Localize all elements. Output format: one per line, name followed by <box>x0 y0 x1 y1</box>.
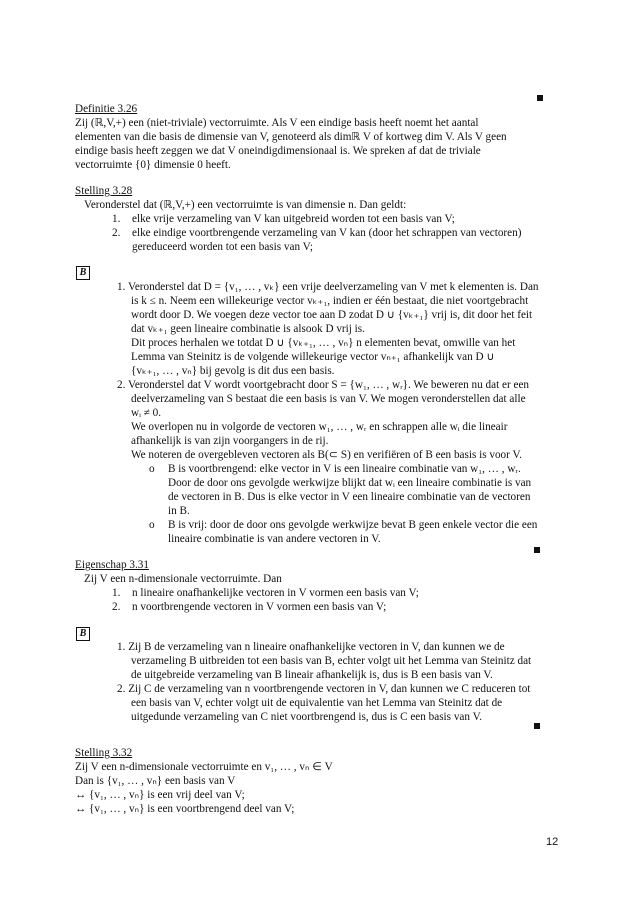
proof-line: deelverzameling van S bestaat die een basis is van V. We mogen veronderstellen dat alle <box>131 393 526 405</box>
list-number: 1. <box>112 587 121 599</box>
proof-badge: B <box>76 266 90 280</box>
end-of-proof-square <box>534 723 540 729</box>
bullet-line: de vectoren in B. Dus is elke vector in V een lineaire combinatie van de vectoren <box>168 491 531 503</box>
theorem-line: Dan is {v₁, … , vₙ} een basis van V <box>75 775 236 787</box>
bullet-marker: o <box>149 463 155 475</box>
proof-line: 1. Veronderstel dat D = {v₁, … , vₖ} een vrije deelverzameling van V met k elementen is. Dan <box>117 281 539 293</box>
definition-title: Definitie 3.26 <box>75 103 138 115</box>
theorem-title: Stelling 3.28 <box>75 185 133 197</box>
list-number: 1. <box>112 213 121 225</box>
theorem-item: elke eindige voortbrengende verzameling van V kan (door het schrappen van vectoren) <box>132 227 522 239</box>
bullet-line: in B. <box>168 505 190 517</box>
theorem-title: Stelling 3.32 <box>75 747 133 759</box>
theorem-item: gereduceerd worden tot een basis van V; <box>132 241 314 253</box>
bullet-line: B is vrij: door de door ons gevolgde werkwijze bevat B geen enkele vector die een <box>168 519 538 531</box>
proof-line: 1. Zij B de verzameling van n lineaire onafhankelijke vectoren in V, dan kunnen we de <box>117 641 505 653</box>
property-title: Eigenschap 3.31 <box>75 559 149 571</box>
definition-line: eindige basis heeft zeggen we dat V oneindigdimensionaal is. We spreken af dat de triviale <box>75 145 481 157</box>
proof-line: afhankelijk is van zijn voorgangers in de rij. <box>131 435 329 447</box>
list-number: 2. <box>112 601 121 613</box>
proof-line: Lemma van Steinitz is de volgende willekeurige vector vₙ₊₁ afhankelijk van D ∪ <box>131 351 495 363</box>
proof-line: 2. Veronderstel dat V wordt voortgebracht door S = {w₁, … , wᵣ}. We beweren nu dat er een <box>117 379 530 391</box>
proof-line: wordt door D. We voegen deze vector toe aan D zodat D ∪ {vₖ₊₁} vrij is, dit door het feit <box>131 309 533 321</box>
proof-line: Dit proces herhalen we totdat D ∪ {vₖ₊₁, … , vₙ} n elementen bevat, omwille van het <box>131 337 516 349</box>
list-number: 2. <box>112 227 121 239</box>
proof-line: 2. Zij C de verzameling van n voortbrengende vectoren in V, dan kunnen we C reduceren tot <box>117 683 531 695</box>
proof-line: We noteren de overgebleven vectoren als B(⊂ S) en verifiëren of B een basis is voor V. <box>131 449 522 461</box>
definition-line: vectorruimte {0} dimensie 0 heeft. <box>75 159 231 171</box>
end-of-proof-square <box>537 95 543 101</box>
theorem-item: elke vrije verzameling van V kan uitgebreid worden tot een basis van V; <box>132 213 455 225</box>
property-intro: Zij V een n-dimensionale vectorruimte. Dan <box>84 573 282 585</box>
bullet-line: lineaire combinatie is van andere vectoren in V. <box>168 533 381 545</box>
bullet-line: Door de door ons gevolgde werkwijze blijkt dat wᵢ een lineaire combinatie is van <box>168 477 532 489</box>
theorem-intro: Veronderstel dat (ℝ,V,+) een vectorruimte is van dimensie n. Dan geldt: <box>84 199 407 211</box>
page-number: 12 <box>546 836 559 848</box>
proof-line: is k ≤ n. Neem een willekeurige vector vₖ₊₁, indien er één bestaat, die niet voortgebracht <box>131 295 529 307</box>
definition-line: elementen van die basis de dimensie van V, genoteerd als dimℝ V of kortweg dim V. Als V geen <box>75 131 507 143</box>
proof-line: wᵢ ≠ 0. <box>131 407 162 419</box>
proof-line: een basis van V, echter volgt uit de equivalentie van het Lemma van Steinitz dat de <box>131 697 503 709</box>
proof-line: {vₖ₊₁, … , vₙ} bij gevolg is dit dus een basis. <box>131 365 335 377</box>
proof-badge: B <box>76 627 90 641</box>
theorem-line: ↔ {v₁, … , vₙ} is een voortbrengend deel van V; <box>75 803 295 815</box>
bullet-marker: o <box>149 519 155 531</box>
proof-line: verzameling B uitbreiden tot een basis van B, echter volgt uit het Lemma van Steinitz dat <box>131 655 532 667</box>
definition-line: Zij (ℝ,V,+) een (niet-triviale) vectorruimte. Als V een eindige basis heeft noemt het aantal <box>75 117 479 129</box>
proof-line: We overlopen nu in volgorde de vectoren w₁, … , wᵣ en schrappen alle wᵢ die lineair <box>131 421 508 433</box>
proof-line: de uitgebreide verzameling van B lineair afhankelijk is, dus is B een basis van V. <box>131 669 493 681</box>
property-item: n lineaire onafhankelijke vectoren in V vormen een basis van V; <box>132 587 419 599</box>
theorem-line: Zij V een n-dimensionale vectorruimte en v₁, … , vₙ ∈ V <box>75 761 333 773</box>
end-of-proof-square <box>534 547 540 553</box>
theorem-line: ↔ {v₁, … , vₙ} is een vrij deel van V; <box>75 789 245 801</box>
proof-line: uitgedunde verzameling van C niet voortbrengend is, dus is C een basis van V. <box>131 711 482 723</box>
proof-line: dat vₖ₊₁ geen lineaire combinatie is alsook D vrij is. <box>131 323 365 335</box>
property-item: n voortbrengende vectoren in V vormen een basis van V; <box>132 601 387 613</box>
bullet-line: B is voortbrengend: elke vector in V is een lineaire combinatie van w₁, … , wᵣ. <box>168 463 521 475</box>
